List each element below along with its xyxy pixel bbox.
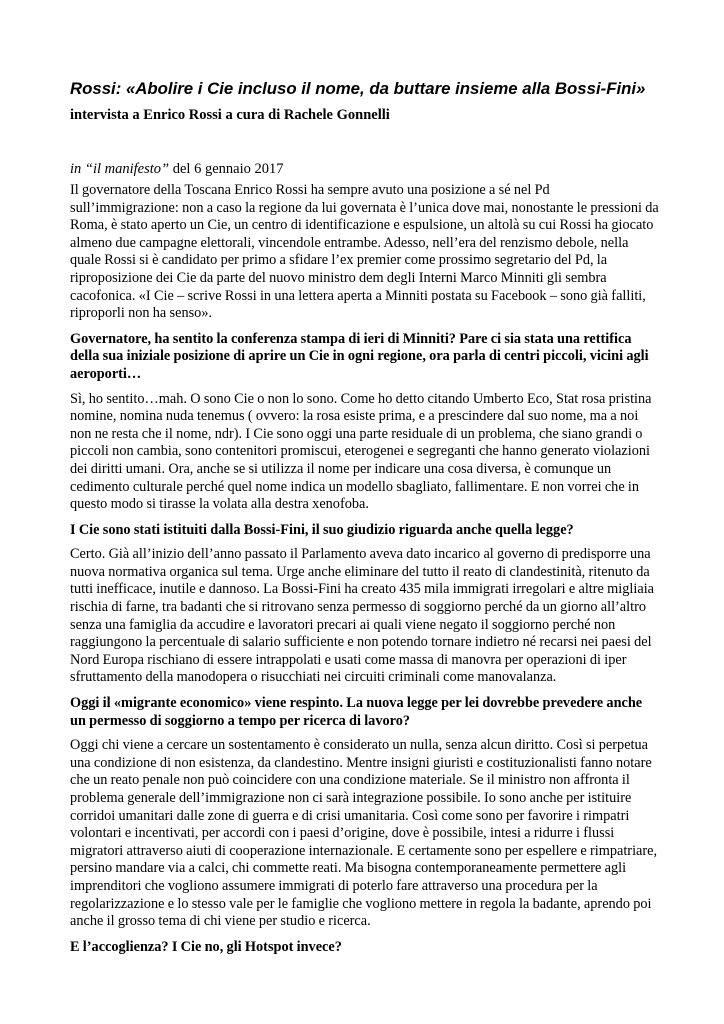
article-byline: intervista a Enrico Rossi a cura di Rachele Gonnelli bbox=[70, 107, 390, 123]
interview-question: Governatore, ha sentito la conferenza stampa di ieri di Minniti? Pare ci sia stata una rettifica della sua iniziale posizione di aprire un Cie in ogni regione, ora parla di centri piccoli, vicini agli aeroporti… bbox=[70, 330, 649, 382]
interview-answer: Certo. Già all’inizio dell’anno passato il Parlamento aveva dato incarico al governo di predisporre una nuova normativa organica sul tema. Urge anche eliminare del tutto il reato di clandestinità, ritenuto da tutti inefficace, inutile e dannoso. La Bossi-Fini ha creato 435 mila immigrati irregolari e altre migliaia rischia di farne, tra badanti che si ritrovano senza permesso di soggiorno perché da un giorno all’altro senza una famiglia da accudire e lavoratori precari ai quali viene negato il soggiorno perché non raggiungono la percentuale di salario sufficiente e non potendo tornare indietro né recarsi nei paesi del Nord Europa rischiano di essere intrappolati e usati come massa di manovra per operazioni di iper sfruttamento della manodopera o risucchiati nei circuiti criminali come manovalanza. bbox=[70, 546, 655, 686]
interview-answer: Oggi chi viene a cercare un sostentamento è considerato un nulla, senza alcun diritto. Così si perpetua una condizione di non esistenza, da clandestino. Mentre insigni giuristi e costituzionalisti fanno notare che un reato penale non può coincidere con una condizione materiale. Se il ministro non affronta il problema generale dell’immigrazione non ci sarà integrazione possibile. Io sono anche per istituire corridoi umanitari dalle zone di guerra e di crisi umanitaria. Così come sono per favorire i rimpatri volontari e incentivati, per accordi con i paesi d’origine, dove è possibile, intesi a ridurre i flussi migratori attraverso aiuti di cooperazione internazionale. E certamente sono per espellere e rimpatriare, persino mandare via a calci, chi commette reati. Ma bisogna contemporaneamente permettere agli imprenditori che vogliono assumere immigrati di poterlo fare attraverso una procedura per la regolarizzazione e lo stesso vale per le famiglie che vogliono mettere in regola la badante, aprendo poi anche il grosso tema di chi viene per studio e ricerca. bbox=[70, 737, 658, 930]
interview-question: I Cie sono stati istituiti dalla Bossi-Fini, il suo giudizio riguarda anche quella legge? bbox=[70, 521, 574, 538]
intro-paragraph: Il governatore della Toscana Enrico Rossi ha sempre avuto una posizione a sé nel Pd sull’immigrazione: non a caso la regione da lui governata è l’unica dove mai, nonostante le pressioni da Roma, è stato aperto un Cie, un centro di identificazione e espulsione, un altolà su cui Rossi ha giocato almeno due campagne elettorali, vincendole entrambe. Adesso, nell’era del renzismo debole, nella quale Rossi si è candidato per primo a sfidare l’ex premier come prossimo segretario del Pd, la riproposizione dei Cie da parte del nuovo ministro dem degli Interni Marco Minniti gli sembra cacofonica. «I Cie – scrive Rossi in una lettera aperta a Minniti postata su Facebook – sono già falliti, riproporli non ha senso». bbox=[70, 182, 659, 322]
source-date: del 6 gennaio 2017 bbox=[169, 161, 284, 177]
article-title: Rossi: «Abolire i Cie incluso il nome, da buttare insieme alla Bossi-Fini» bbox=[70, 79, 646, 98]
document-page bbox=[70, 78, 660, 956]
interview-answer: Sì, ho sentito…mah. O sono Cie o non lo sono. Come ho detto citando Umberto Eco, Stat rosa pristina nomine, nomina nuda tenemus ( ovvero: la rosa esiste prima, e a prescindere dal suo nome, ma a noi non ne resta che il nome, ndr). I Cie sono oggi una parte residuale di un problema, che siano grandi o piccoli non cambia, sono contenitori promiscui, eterogenei e segreganti che hanno generato violazioni dei diritti umani. Ora, anche se si utilizza il nome per indicare una cosa diversa, è comunque un cedimento culturale perché quel nome indica un modello sbagliato, fallimentare. E non vorrei che in questo modo si tirasse la volata alla destra xenofoba. bbox=[70, 390, 652, 513]
interview-question: E l’accoglienza? I Cie no, gli Hotspot invece? bbox=[70, 938, 342, 955]
source-line bbox=[70, 160, 660, 178]
source-publication: in “il manifesto” bbox=[70, 161, 170, 177]
interview-question: Oggi il «migrante economico» viene respinto. La nuova legge per lei dovrebbe prevedere anche un permesso di soggiorno a tempo per ricerca di lavoro? bbox=[70, 695, 643, 729]
